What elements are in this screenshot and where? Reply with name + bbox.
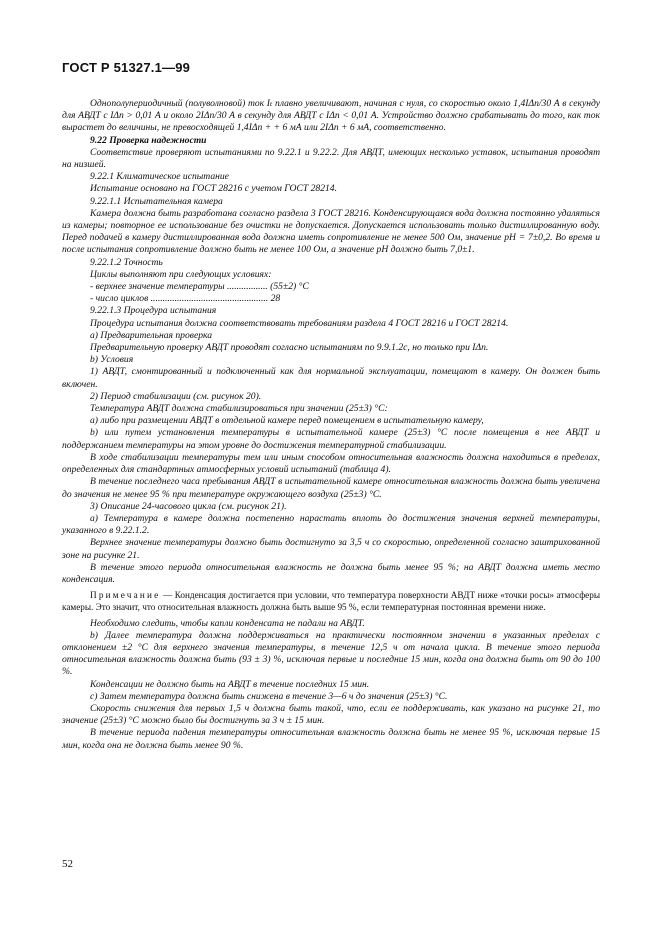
note-text: — Конденсация достигается при условии, что температура поверхности АВДТ ниже «точки росы» атмосферы камеры. Это значит, что относительная влажность должна быть выше 95 %, если температурная постоянная времени ниже.	[62, 590, 600, 613]
paragraph-last-hour: В течение последнего часа пребывания АВДТ в испытательной камере относительная влажность должна быть увеличена до значения не менее 95 % при температуре окружающего воздуха (25±3) °С.	[62, 476, 600, 500]
list-item-upper-temperature: - верхнее значение температуры ................. (55±2) °С	[90, 281, 309, 293]
section-heading-9-22: 9.22 Проверка надежности	[90, 134, 207, 146]
paragraph-conformity: Соответствие проверяют испытаниями по 9.22.1 и 9.22.2. Для АВДТ, имеющих несколько уставок, испытания проводят на низшей.	[62, 146, 600, 171]
paragraph-cycle-conditions: Циклы выполняют при следующих условиях:	[90, 268, 272, 280]
paragraph-item-a: а) Предварительная проверка	[90, 329, 213, 341]
subsection-heading-9-22-1-1: 9.22.1.1 Испытательная камера	[90, 195, 223, 207]
paragraph-chamber: Камера должна быть разработана согласно раздела 3 ГОСТ 28216. Конденсирующаяся вода должна постоянно удаляться из камеры; повторное ее использование без очистки не допускается. Допускается использовать только дистиллированную воду. Перед подачей в камеру дистиллированная вода должна иметь сопротивление не менее 500 Ом, значение pH = 7±0,2. Во время и после испытания сопротивление должно быть не менее 100 Ом, а значение pH должно быть 7,0±1.	[62, 207, 600, 256]
paragraph-stabilisation-period: 2) Период стабилизации (см. рисунок 20).	[90, 390, 262, 402]
paragraph-option-a: а) либо при размещении АВДТ в отдельной камере перед помещением в испытательную камеру,	[90, 415, 484, 427]
paragraph-mounting: 1) АВДТ, смонтированный и подключенный как для нормальной эксплуатации, помещают в камеру. Он должен быть включен.	[62, 366, 600, 390]
paragraph-humidity-rise: В течение этого периода относительная влажность не должна быть менее 95 %; на АВДТ должна иметь место конденсация.	[62, 561, 600, 585]
paragraph-item-b: b) Условия	[90, 354, 134, 366]
paragraph-condensate-drops: Необходимо следить, чтобы капли конденсата не падали на АВДТ.	[90, 617, 365, 629]
paragraph-preliminary-check: Предварительную проверку АВДТ проводят согласно испытаниям по 9.9.1.2c, но только при IΔn.	[90, 342, 489, 354]
paragraph-temperature-rise: а) Температура в камере должна постепенно нарастать вплоть до достижения значения верхней температуры, указанного в 9.22.1.2.	[62, 512, 600, 537]
paragraph-fall-rate: Скорость снижения для первых 1,5 ч должна быть такой, что, если ее поддерживать, как указано на рисунке 21, то значение (25±3) °С можно было бы достигнуть за 3 ч ± 15 мин.	[62, 702, 600, 727]
paragraph-option-b: b) или путем установления температуры в испытательной камере (25±3) °С после помещения в нее АВДТ и поддержанием температуры на этом уровне до достижения температурной стабилизации.	[62, 427, 600, 451]
paragraph-procedure: Процедура испытания должна соответствовать требованиям раздела 4 ГОСТ 28216 и ГОСТ 28214.	[90, 317, 509, 329]
document-header: ГОСТ Р 51327.1—99	[62, 60, 191, 75]
paragraph-humidity-stabilisation: В ходе стабилизации температуры тем или иным способом относительная влажность должна находиться в пределах, определенных для стандартных атмосферных условий испытаний (таблица 4).	[62, 451, 600, 476]
paragraph-constant-temperature: b) Далее температура должна поддерживаться на практически постоянном значении в указанных пределах с отклонением ±2 °С для верхнего значения температуры, в течение 12,5 ч от начала цикла. В течение этого периода относительная влажность должна быть (93 ± 3) %, исключая первые и последние 15 мин, когда она должна быть от 90 до 100 %.	[62, 629, 600, 678]
subsection-heading-9-22-1-2: 9.22.1.2 Точность	[90, 256, 163, 268]
paragraph-test-basis: Испытание основано на ГОСТ 28216 с учетом ГОСТ 28214.	[90, 183, 338, 195]
page-number: 52	[62, 858, 73, 870]
paragraph-current-rise: Однополупериодичный (полуволновой) ток Iₜ плавно увеличивают, начиная с нуля, со скоростью около 1,4IΔn/30 А в секунду для АВДТ с IΔn > 0,01 А и около 2IΔn/30 А в секунду для АВДТ с IΔn < 0,01 А. Устройство должно срабатывать до того, как ток вырастет до величины, не превосходящей 1,4IΔn + + 6 мА или 2IΔn + 6 мА, соответственно.	[62, 98, 600, 134]
note-label: Примечание	[90, 590, 161, 601]
paragraph-stabilisation-temp: Температура АВДТ должна стабилизироваться при значении (25±3) °С:	[90, 403, 388, 415]
subsection-heading-9-22-1: 9.22.1 Климатическое испытание	[90, 171, 229, 183]
note	[62, 589, 600, 613]
document-body	[62, 98, 600, 752]
paragraph-fall-humidity: В течение периода падения температуры относительная влажность должна быть не менее 95 %, исключая первые 15 мин, когда она не должна быть менее 90 %.	[62, 727, 600, 751]
paragraph-no-condensation: Конденсации не должно быть на АВДТ в течение последних 15 мин.	[90, 678, 370, 690]
paragraph-temperature-fall: c) Затем температура должна быть снижена в течение 3—6 ч до значения (25±3) °С.	[90, 690, 448, 702]
subsection-heading-9-22-1-3: 9.22.1.3 Процедура испытания	[90, 305, 217, 317]
list-item-cycle-count: - число циклов ................................................. 28	[90, 293, 281, 305]
paragraph-cycle-description: 3) Описание 24-часового цикла (см. рисунок 21).	[90, 500, 287, 512]
paragraph-upper-value: Верхнее значение температуры должно быть достигнуто за 3,5 ч со скоростью, определенной согласно заштрихованной зоне на рисунке 21.	[62, 537, 600, 561]
